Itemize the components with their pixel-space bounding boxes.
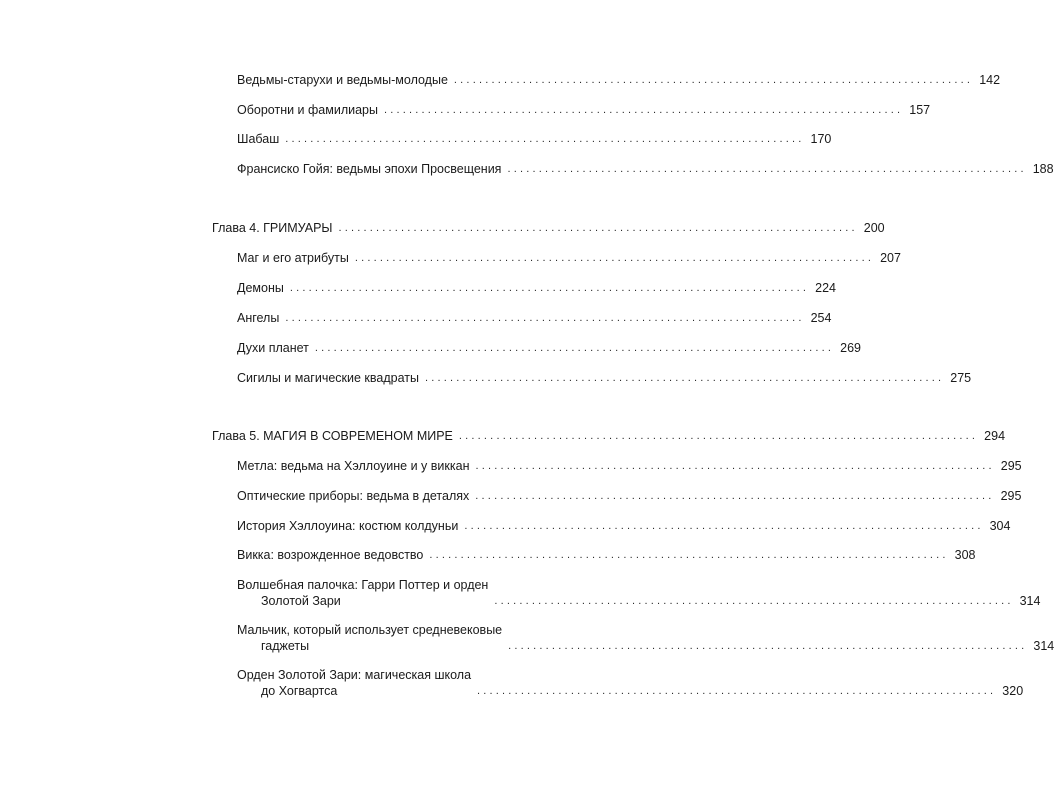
toc-chapter-entry[interactable]: [212, 428, 1006, 444]
toc-entry-title: Духи планет: [237, 341, 309, 355]
toc-page-number: 200: [863, 221, 885, 235]
toc-entry[interactable]: [237, 131, 832, 147]
toc-page-number: 304: [989, 519, 1011, 533]
dot-leader: ...................................................................................: [429, 549, 949, 561]
toc-page-number: 314: [1019, 594, 1041, 608]
dot-leader: ...................................................................................: [285, 133, 805, 145]
dot-leader: ...................................................................................: [477, 685, 997, 697]
dot-leader: ...................................................................................: [464, 520, 984, 532]
toc-entry-title: Викка: возрожденное ведовство: [237, 548, 424, 562]
toc-entry-title: Оборотни и фамилиары: [237, 103, 378, 117]
dot-leader: ...................................................................................: [285, 312, 805, 324]
dot-leader: ...................................................................................: [453, 74, 974, 86]
toc-entry[interactable]: [237, 577, 1041, 609]
toc-entry[interactable]: [237, 340, 861, 356]
toc-page-number: 207: [880, 251, 901, 265]
toc-entry-title-line2: гаджеты: [261, 639, 310, 653]
toc-entry-title-line2: Золотой Зари: [261, 594, 341, 608]
toc-entry[interactable]: [237, 547, 976, 563]
toc-chapter-entry[interactable]: [212, 220, 885, 236]
dot-leader: ...................................................................................: [338, 222, 858, 234]
toc-entry[interactable]: [237, 622, 1054, 654]
toc-entry[interactable]: [237, 488, 1022, 504]
toc-entry-title: Ангелы: [237, 311, 280, 325]
chapter-title: Глава 5. МАГИЯ В СОВРЕМЕНОМ МИРЕ: [212, 429, 453, 443]
toc-page-number: 320: [1002, 684, 1024, 698]
toc-entry[interactable]: [237, 72, 1001, 88]
toc-entry-title: Сигилы и магические квадраты: [237, 371, 419, 385]
toc-page-number: 295: [1000, 489, 1022, 503]
toc-page-number: 142: [979, 73, 1001, 87]
toc-entry-title: Демоны: [237, 281, 284, 295]
toc-entry[interactable]: [237, 667, 1024, 699]
toc-entry-title: [237, 667, 471, 699]
dot-leader: ...................................................................................: [507, 163, 1027, 175]
toc-entry-title-line1: Мальчик, который использует средневековые: [237, 623, 503, 637]
toc-entry-title: Оптические приборы: ведьма в деталях: [237, 489, 470, 503]
toc-entry-title: Маг и его атрибуты: [237, 251, 349, 265]
toc-entry[interactable]: [237, 370, 972, 386]
toc-entry[interactable]: [237, 161, 1054, 177]
toc-page-number: 295: [1000, 459, 1022, 473]
toc-entry[interactable]: [237, 250, 901, 266]
toc-page-number: 314: [1033, 639, 1054, 653]
toc-entry-title-line2: до Хогвартса: [261, 684, 338, 698]
dot-leader: ...................................................................................: [425, 372, 945, 384]
toc-entry-title-line1: Орден Золотой Зари: магическая школа: [237, 668, 472, 682]
toc-entry-title: Метла: ведьма на Хэллоуине и у виккан: [237, 459, 470, 473]
dot-leader: ...................................................................................: [383, 104, 904, 116]
toc-page-number: 269: [840, 341, 861, 355]
toc-page-number: 275: [950, 371, 972, 385]
toc-entry[interactable]: [237, 280, 836, 296]
toc-entry-title-line1: Волшебная палочка: Гарри Поттер и орден: [237, 578, 489, 592]
toc-entry-title: Ведьмы-старухи и ведьмы-молодые: [237, 73, 448, 87]
toc-entry-title: Франсиско Гойя: ведьмы эпохи Просвещения: [237, 162, 502, 176]
toc-entry[interactable]: [237, 458, 1022, 474]
dot-leader: ...................................................................................: [458, 430, 979, 442]
dot-leader: ...................................................................................: [314, 342, 835, 354]
toc-entry-title: [237, 577, 488, 609]
toc-page-number: 157: [909, 103, 931, 117]
toc-entry[interactable]: [237, 310, 832, 326]
toc-page-number: 224: [815, 281, 836, 295]
toc-page-number: 294: [984, 429, 1006, 443]
toc-entry[interactable]: [237, 102, 931, 118]
toc-page-number: 254: [810, 311, 832, 325]
dot-leader: ...................................................................................: [354, 252, 875, 264]
dot-leader: ...................................................................................: [475, 460, 995, 472]
toc-entry-title: [237, 622, 502, 654]
toc-entry[interactable]: [237, 518, 1011, 534]
toc-page-number: 308: [954, 548, 976, 562]
dot-leader: ...................................................................................: [508, 640, 1028, 652]
toc-page-number: 188: [1032, 162, 1054, 176]
chapter-title: Глава 4. ГРИМУАРЫ: [212, 221, 333, 235]
dot-leader: ...................................................................................: [494, 595, 1014, 607]
toc-entry-title: Шабаш: [237, 132, 280, 146]
toc-page-number: 170: [810, 132, 832, 146]
toc-entry-title: История Хэллоуина: костюм колдуньи: [237, 519, 459, 533]
dot-leader: ...................................................................................: [475, 490, 995, 502]
dot-leader: ...................................................................................: [289, 282, 810, 294]
